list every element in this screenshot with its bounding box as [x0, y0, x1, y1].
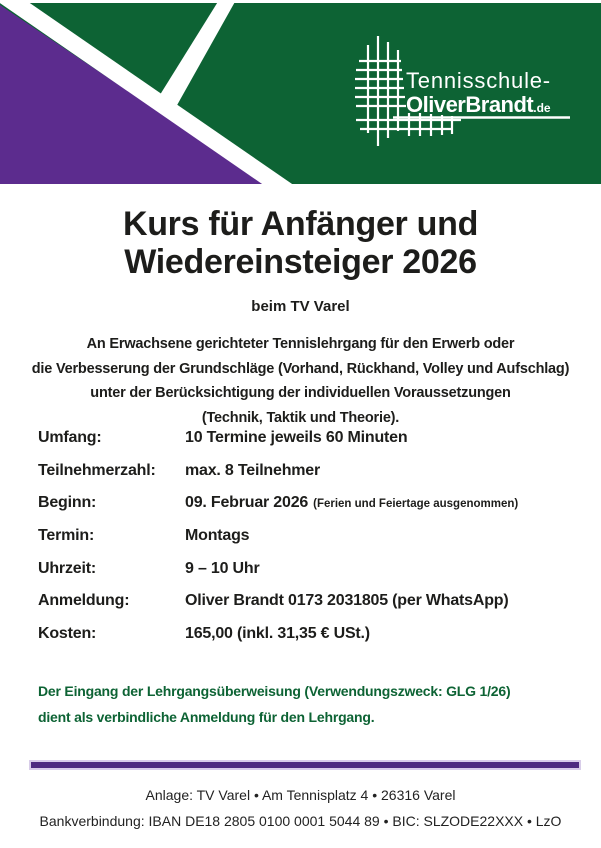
payment-notice-line1: Der Eingang der Lehrgangsüberweisung (Verwendungszweck: GLG 1/26): [38, 683, 511, 699]
intro-paragraph: [0, 332, 601, 430]
detail-value: 10 Termine jeweils 60 Minuten: [185, 429, 408, 447]
intro-line4: (Technik, Taktik und Theorie).: [201, 409, 400, 426]
page-title: [0, 205, 601, 281]
detail-value: Oliver Brandt 0173 2031805 (per WhatsApp): [185, 592, 509, 610]
logo-brand-name: OliverBrandt: [406, 92, 534, 117]
header-banner: [0, 3, 601, 184]
detail-value: max. 8 Teilnehmer: [185, 461, 321, 479]
footer: [0, 782, 601, 834]
detail-value: Montags: [185, 527, 250, 545]
purple-divider: [31, 762, 579, 768]
footer-venue-line: Anlage: TV Varel • Am Tennisplatz 4 • 26316 Varel: [145, 787, 456, 803]
detail-label: Kosten:: [38, 624, 97, 642]
detail-label: Anmeldung:: [38, 592, 130, 610]
footer-bank-line: Bankverbindung: IBAN DE18 2805 0100 0001 5044 89 • BIC: SLZODE22XXX • LzO: [39, 813, 562, 829]
detail-label: Umfang:: [38, 429, 102, 447]
detail-row-beginn: [38, 487, 578, 520]
logo-wordmark-line1: Tennisschule-: [406, 68, 551, 93]
payment-notice-line2: dient als verbindliche Anmeldung für den Lehrgang.: [38, 709, 375, 725]
detail-label: Beginn:: [38, 494, 97, 512]
detail-value: 165,00 (inkl. 31,35 € USt.): [185, 624, 370, 642]
logo-tld: .de: [533, 101, 551, 115]
detail-label: Termin:: [38, 527, 95, 545]
detail-row-anmeldung: [38, 585, 578, 618]
detail-row-termin: [38, 520, 578, 553]
course-details-table: [38, 422, 578, 650]
detail-value: 9 – 10 Uhr: [185, 559, 260, 577]
detail-label: Uhrzeit:: [38, 559, 96, 577]
detail-row-teilnehmerzahl: [38, 455, 578, 488]
detail-label: Teilnehmerzahl:: [38, 461, 156, 479]
detail-row-umfang: [38, 422, 578, 455]
page-title-line1: Kurs für Anfänger und: [122, 205, 479, 243]
page-title-line2: Wiedereinsteiger 2026: [124, 243, 477, 281]
logo-wordmark-line2: [406, 94, 551, 119]
page-subtitle: beim TV Varel: [251, 298, 350, 315]
intro-line1: An Erwachsene gerichteter Tennislehrgang für den Erwerb oder: [86, 336, 515, 352]
detail-row-kosten: [38, 618, 578, 651]
intro-line2: die Verbesserung der Grundschläge (Vorhand, Rückhand, Volley und Aufschlag): [31, 360, 570, 377]
detail-value-note: (Ferien und Feiertage ausgenommen): [313, 498, 519, 511]
detail-row-uhrzeit: [38, 552, 578, 585]
payment-notice: [38, 678, 578, 730]
detail-value: [185, 494, 518, 512]
detail-value-main: 09. Februar 2026: [185, 494, 309, 512]
intro-line3: unter der Berücksichtigung der individuellen Voraussetzungen: [90, 385, 511, 401]
